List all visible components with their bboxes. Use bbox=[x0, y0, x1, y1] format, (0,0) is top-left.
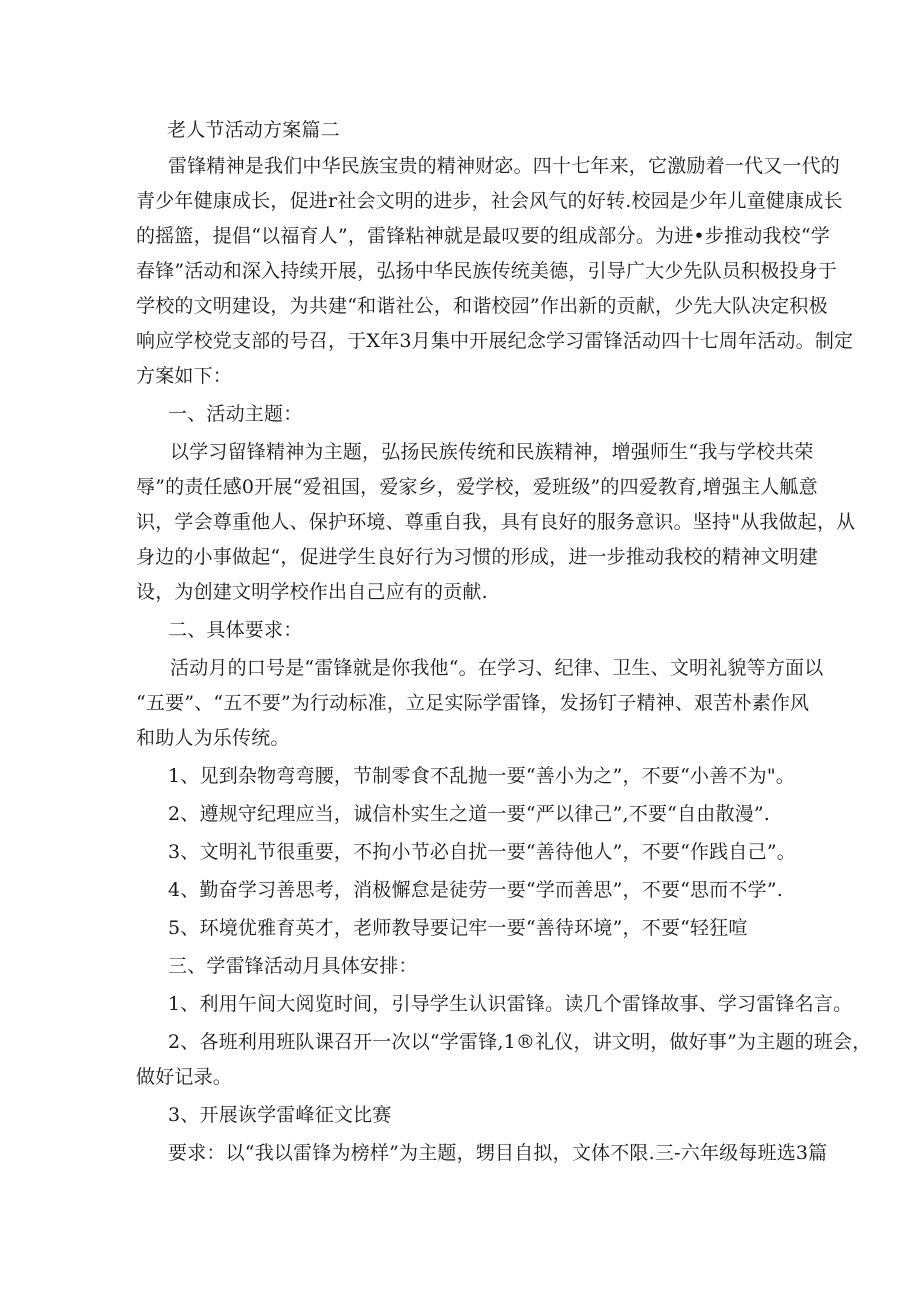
list-item-continuation: 做好记录。 bbox=[136, 1066, 233, 1088]
list-item: 3、开展诙学雷峰征文比赛 bbox=[168, 1104, 392, 1126]
section-body-line: “五要”、“五不要”为行动标准，立足实际学雷锋，发扬钉子精神、艰苦朴素作风 bbox=[136, 692, 810, 714]
section-heading: 一、活动主题： bbox=[168, 403, 303, 425]
list-item: 2、遵规守纪理应当，诚信朴实生之道一要“严以律己”,不要“自由散漫”. bbox=[168, 803, 771, 825]
document-title: 老人节活动方案篇二 bbox=[167, 119, 340, 141]
list-item: 4、勤奋学习善思考，消极懈怠是徒劳一要“学而善思”，不要“思而不学”. bbox=[168, 879, 783, 901]
list-item: 2、各班利用班队课召开一次以“学雷锋,1®礼仪，讲文明，做好事”为主题的班会， bbox=[168, 1031, 872, 1053]
section-body-line: 设，为创建文明学校作出自己应有的贡献. bbox=[136, 581, 488, 603]
section-body-line: 身边的小事做起“，促进学生良好行为习惯的形成，进一步推动我校的精神文明建 bbox=[136, 546, 818, 568]
intro-line: 的摇篮，提倡“以福育人”，雷锋粘神就是最叹要的组成部分。为进•步推动我校“学 bbox=[136, 225, 830, 247]
section-body-line: 识，学会尊重他人、保护环境、尊重自我，具有良好的服务意识。坚持"从我做起，从 bbox=[136, 511, 856, 533]
section-body-line: 活动月的口号是“雷锋就是你我他“。在学习、纪律、卫生、文明礼貌等方面以 bbox=[170, 657, 824, 679]
list-item: 1、见到杂物弯弯腰，节制零食不乱抛一要“善小为之”，不要“小善不为"。 bbox=[168, 765, 795, 787]
section-body-line: 要求：以“我以雷锋为榜样”为主题，甥目自拟，文体不限.三-六年级每班选3篇 bbox=[168, 1142, 828, 1164]
intro-line: 青少年健康成长，促进r社会文明的进步，社会风气的好转.校园是少年儿童健康成长 bbox=[136, 190, 843, 212]
list-item: 5、环境优雅育英才，老师教导要记牢一要“善待环境”，不要“轻狂喧 bbox=[168, 917, 748, 939]
list-item: 1、利用午间大阅览时间，引导学生认识雷锋。读几个雷锋故事、学习雷锋名言。 bbox=[168, 993, 853, 1015]
intro-line: 响应学校党支部的号召，于X年3月集中开展纪念学习雷锋活动四十七周年活动。制定 bbox=[136, 330, 854, 352]
section-heading: 二、具体要求： bbox=[168, 619, 303, 641]
intro-line: 方案如下： bbox=[136, 365, 233, 387]
intro-line: 雷锋精神是我们中华民族宝贵的精神财宓。四十七年来，它激励着一代又一代的 bbox=[168, 155, 841, 177]
list-item: 3、文明礼节很重要，不拘小节必自扰一要“善待他人”，不要“作践自己”。 bbox=[168, 841, 796, 863]
intro-line: 春锋”活动和深入持续开展，弘扬中华民族传统美德，引导广大少先队员积极投身于 bbox=[136, 260, 838, 282]
section-body-line: 辱”的责任感0开展“爱祖国，爱家乡，爱学校，爱班级”的四爱教育,增强主人觚意 bbox=[136, 476, 818, 498]
intro-line: 学校的文明建设，为共建“和谐社公，和谐校园”作出新的贡献，少先大队决定积极 bbox=[136, 295, 828, 317]
section-heading: 三、学雷锋活动月具体安排： bbox=[168, 955, 418, 977]
section-body-line: 和助人为乐传统。 bbox=[136, 727, 290, 749]
section-body-line: 以学习留锋精神为主题，弘扬民族传统和民族精神，增强师生“我与学校共荣 bbox=[170, 441, 814, 463]
